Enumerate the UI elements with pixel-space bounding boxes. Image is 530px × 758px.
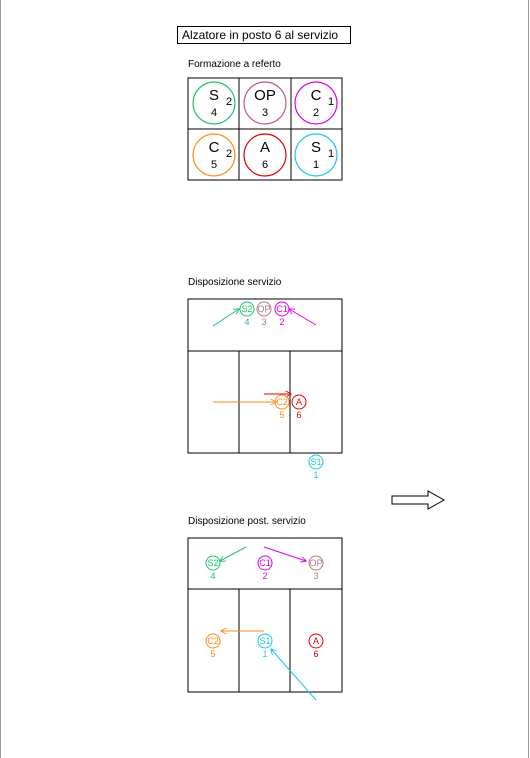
player-marker	[206, 556, 220, 581]
player-label: S1	[310, 457, 322, 467]
player-number: 6	[313, 649, 319, 659]
player-marker	[258, 556, 272, 581]
formation-role: S	[310, 139, 322, 156]
player-marker	[309, 556, 323, 581]
next-phase-arrow-icon	[392, 491, 444, 509]
formation-sub: 1	[328, 148, 335, 160]
arrow-s2-serve	[213, 309, 239, 326]
player-marker	[206, 634, 220, 659]
player-number: 2	[262, 571, 268, 581]
player-marker	[257, 302, 271, 327]
formation-number: 1	[312, 159, 320, 171]
player-label: C1	[259, 558, 271, 568]
player-label: S1	[259, 636, 271, 646]
formation-cell	[295, 134, 337, 176]
formation-role: A	[259, 139, 271, 156]
arrow-c1-serve	[289, 309, 316, 325]
player-number: 2	[279, 317, 285, 327]
player-label: OP	[257, 304, 271, 314]
formation-cell	[193, 134, 235, 176]
player-label: S2	[207, 558, 219, 568]
player-label: C1	[276, 304, 288, 314]
player-number: 4	[244, 317, 250, 327]
player-number: 3	[261, 317, 267, 327]
player-marker	[275, 302, 289, 327]
formation-number: 3	[261, 107, 269, 119]
formation-sub: 2	[226, 148, 233, 160]
player-label: S2	[241, 304, 253, 314]
player-marker	[309, 455, 323, 480]
arrow-s2-post	[220, 547, 246, 561]
player-label: OP	[309, 558, 323, 568]
formation-cell	[244, 134, 286, 176]
formation-number: 5	[210, 159, 218, 171]
formation-sub: 2	[226, 96, 233, 108]
formation-role: C	[208, 139, 220, 156]
formation-role: C	[310, 87, 322, 104]
formation-sub: 1	[328, 96, 335, 108]
player-number: 5	[210, 649, 216, 659]
player-label: C2	[276, 397, 288, 407]
player-number: 5	[279, 410, 285, 420]
formation-cell	[193, 82, 235, 124]
formation-cell	[295, 82, 337, 124]
formation-role: S	[208, 87, 220, 104]
formation-role: OP	[254, 87, 276, 104]
post-arrows	[220, 547, 319, 700]
player-number: 4	[210, 571, 216, 581]
post-players	[206, 556, 323, 659]
serve-heading: Disposizione servizio	[188, 277, 282, 288]
player-label: C2	[207, 636, 219, 646]
formation-number: 4	[210, 107, 218, 119]
page-title: Alzatore in posto 6 al servizio	[177, 26, 351, 44]
player-label: A	[312, 636, 320, 646]
player-marker	[275, 395, 289, 420]
player-number: 1	[313, 470, 319, 480]
player-label: A	[295, 397, 303, 407]
formation-number: 2	[312, 107, 320, 119]
player-number: 6	[296, 410, 302, 420]
formation-heading: Formazione a referto	[188, 59, 281, 70]
player-number: 3	[313, 571, 319, 581]
formation-number: 6	[261, 159, 269, 171]
player-marker	[292, 395, 306, 420]
formation-cell	[244, 82, 286, 124]
player-marker	[309, 634, 323, 659]
player-marker	[240, 302, 254, 327]
player-number: 1	[262, 649, 268, 659]
player-marker	[258, 634, 272, 659]
post-serve-heading: Disposizione post. servizio	[188, 516, 306, 527]
